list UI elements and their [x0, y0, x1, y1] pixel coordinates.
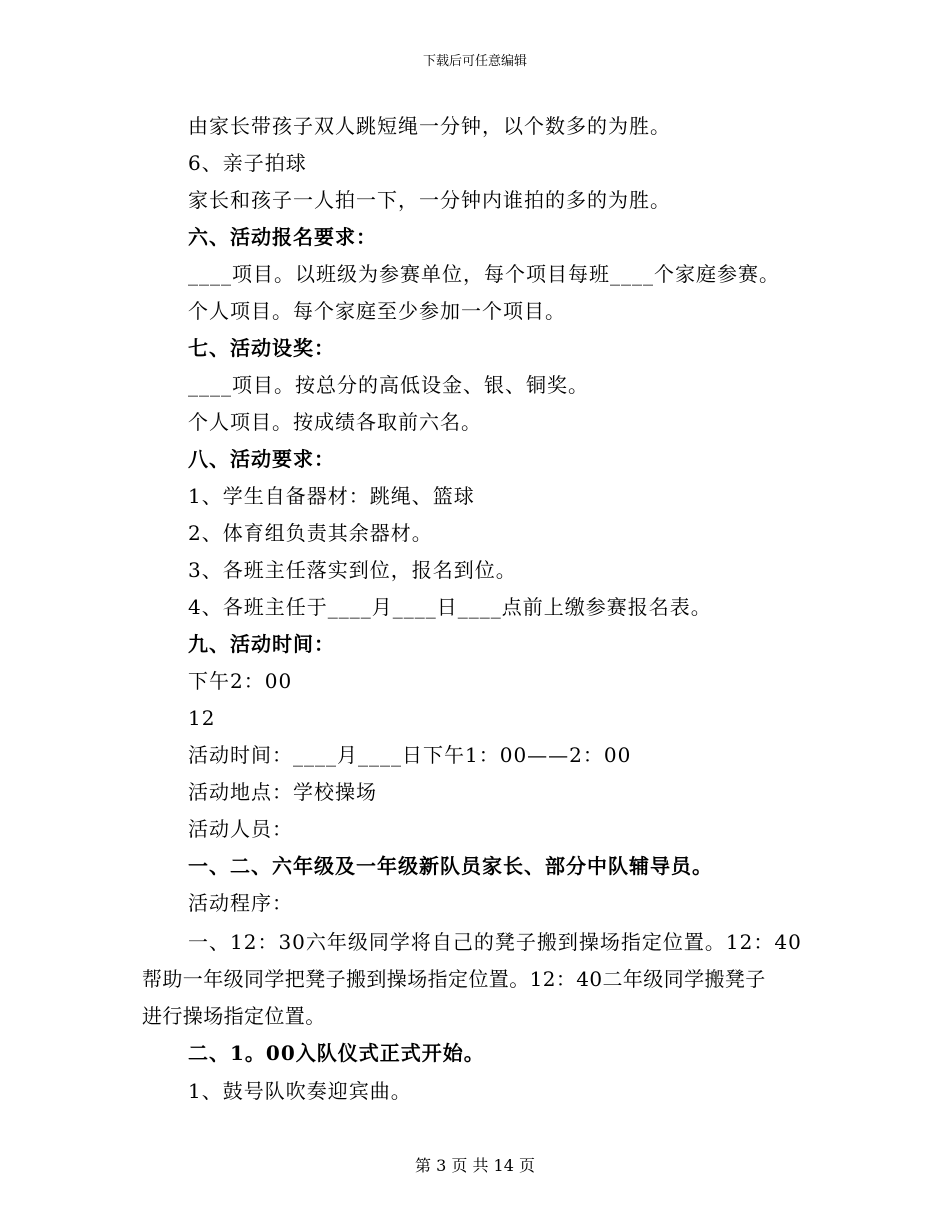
page-header: 下载后可任意编辑 [422, 54, 527, 69]
paragraph-line: 由家长带孩子双人跳短绳一分钟，以个数多的为胜。 [188, 114, 671, 138]
paragraph-line: 12 [188, 706, 216, 730]
paragraph-line: 一、12：30六年级同学将自己的凳子搬到操场指定位置。12：40 [188, 930, 802, 954]
list-item: 2、体育组负责其余器材。 [188, 521, 433, 545]
paragraph-line: 家长和孩子一人拍一下，一分钟内谁拍的多的为胜。 [188, 188, 671, 212]
section-heading: 二、1。00入队仪式正式开始。 [188, 1041, 485, 1065]
page-footer: 第 3 页 共 14 页 [415, 1156, 535, 1175]
paragraph-line: 活动时间：____月____日下午1：00——2：00 [188, 743, 632, 767]
section-heading: 八、活动要求： [188, 447, 335, 471]
list-item: 1、鼓号队吹奏迎宾曲。 [188, 1079, 412, 1103]
paragraph-line: 个人项目。每个家庭至少参加一个项目。 [188, 299, 566, 323]
section-heading: 六、活动报名要求： [188, 225, 377, 249]
section-heading: 一、二、六年级及一年级新队员家长、部分中队辅导员。 [188, 854, 713, 878]
paragraph-line: ____项目。按总分的高低设金、银、铜奖。 [188, 373, 589, 397]
list-item: 6、亲子拍球 [188, 151, 307, 175]
list-item: 4、各班主任于____月____日____点前上缴参赛报名表。 [188, 595, 712, 619]
paragraph-line: ____项目。以班级为参赛单位，每个项目每班____个家庭参赛。 [188, 262, 780, 286]
section-heading: 七、活动设奖： [188, 336, 335, 360]
paragraph-line: 个人项目。按成绩各取前六名。 [188, 410, 482, 434]
list-item: 3、各班主任落实到位，报名到位。 [188, 558, 517, 582]
paragraph-line: 帮助一年级同学把凳子搬到操场指定位置。12：40二年级同学搬凳子 [142, 967, 766, 991]
paragraph-line: 活动程序： [188, 891, 293, 915]
paragraph-line: 进行操场指定位置。 [142, 1004, 326, 1028]
paragraph-line: 下午2：00 [188, 669, 293, 693]
section-heading: 九、活动时间： [188, 632, 335, 656]
paragraph-line: 活动人员： [188, 817, 293, 841]
paragraph-line: 活动地点：学校操场 [188, 780, 377, 804]
list-item: 1、学生自备器材：跳绳、篮球 [188, 484, 475, 508]
